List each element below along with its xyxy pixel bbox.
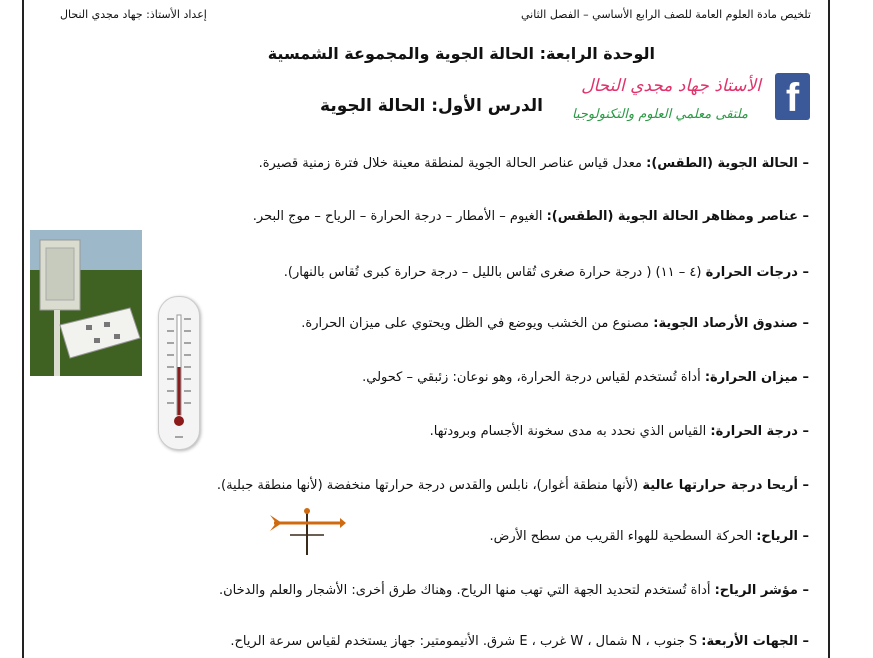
weather-vane-image	[268, 505, 346, 555]
teacher-name: الأستاذ جهاد مجدي النحال	[581, 76, 761, 96]
line-weather-elements	[253, 209, 809, 224]
line-label: – الرياح:	[756, 529, 809, 544]
line-label: – الجهات الأربعة:	[701, 634, 809, 649]
line-text: الغيوم – الأمطار – درجة الحرارة – الرياح – موج البحر.	[252, 209, 547, 224]
forum-name: ملتقى معلمي العلوم والتكنولوجيا	[572, 107, 748, 122]
line-text: S جنوب ، N شمال ، W غرب ، E شرق. الأنيمومتير: جهاز يستخدم لقياس سرعة الرياح.	[230, 634, 702, 649]
line-label: – مؤشر الرياح:	[714, 583, 809, 598]
line-text: مصنوع من الخشب ويوضع في الظل ويحتوي على ميزان الحرارة.	[301, 316, 654, 331]
line-temperatures	[284, 265, 809, 280]
line-label: – صندوق الأرصاد الجوية:	[653, 316, 809, 331]
line-text: (لأنها منطقة أغوار)، نابلس والقدس درجة حرارتها منخفضة (لأنها منطقة جبلية).	[216, 478, 643, 493]
line-text: أداة تُستخدم لقياس درجة الحرارة، وهو نوعان: زئبقي – كحولي.	[362, 370, 705, 385]
line-directions	[230, 634, 809, 649]
lesson-title: الدرس الأول: الحالة الجوية	[320, 96, 543, 116]
line-wind	[490, 529, 809, 544]
line-weather-box	[301, 316, 809, 331]
line-text: القياس الذي نحدد به مدى سخونة الأجسام وبرودتها.	[429, 424, 711, 439]
line-thermometer	[362, 370, 809, 385]
thermometer-image	[158, 296, 200, 450]
weather-vane-drawing	[268, 505, 346, 555]
line-text: (٤ – ١١) ( درجة حرارة صغرى تُقاس بالليل – درجة حرارة كبرى تُقاس بالنهار).	[283, 265, 706, 280]
line-label: – درجة الحرارة:	[710, 424, 809, 439]
unit-title: الوحدة الرابعة: الحالة الجوية والمجموعة الشمسية	[267, 44, 655, 63]
facebook-icon: f	[775, 73, 810, 120]
line-weather-definition	[259, 156, 809, 171]
line-text: أداة تُستخدم لتحديد الجهة التي تهب منها الرياح. وهناك طرق أخرى: الأشجار والعلم والدخان.	[218, 583, 715, 598]
line-cities	[217, 478, 809, 493]
line-label: – ميزان الحرارة:	[704, 370, 809, 385]
line-label: – عناصر ومظاهر الحالة الجوية (الطقس):	[546, 209, 809, 224]
header-author: إعداد الأستاذ: جهاد مجدي النحال	[60, 8, 207, 21]
weather-station-drawing	[30, 230, 142, 376]
line-label: – الحالة الجوية (الطقس):	[646, 156, 809, 171]
line-text: الحركة السطحية للهواء القريب من سطح الأرض.	[489, 529, 757, 544]
line-temperature-definition	[430, 424, 809, 439]
line-text: معدل قياس عناصر الحالة الجوية لمنطقة معينة خلال فترة زمنية قصيرة.	[258, 156, 647, 171]
thermometer-drawing	[159, 297, 199, 449]
header-subject: تلخيص مادة العلوم العامة للصف الرابع الأساسي – الفصل الثاني	[521, 8, 811, 21]
line-wind-vane	[219, 583, 809, 598]
line-label: – أريحا درجة حرارتها عالية	[642, 478, 809, 493]
line-label: – درجات الحرارة	[705, 265, 809, 280]
weather-station-image	[30, 230, 142, 376]
